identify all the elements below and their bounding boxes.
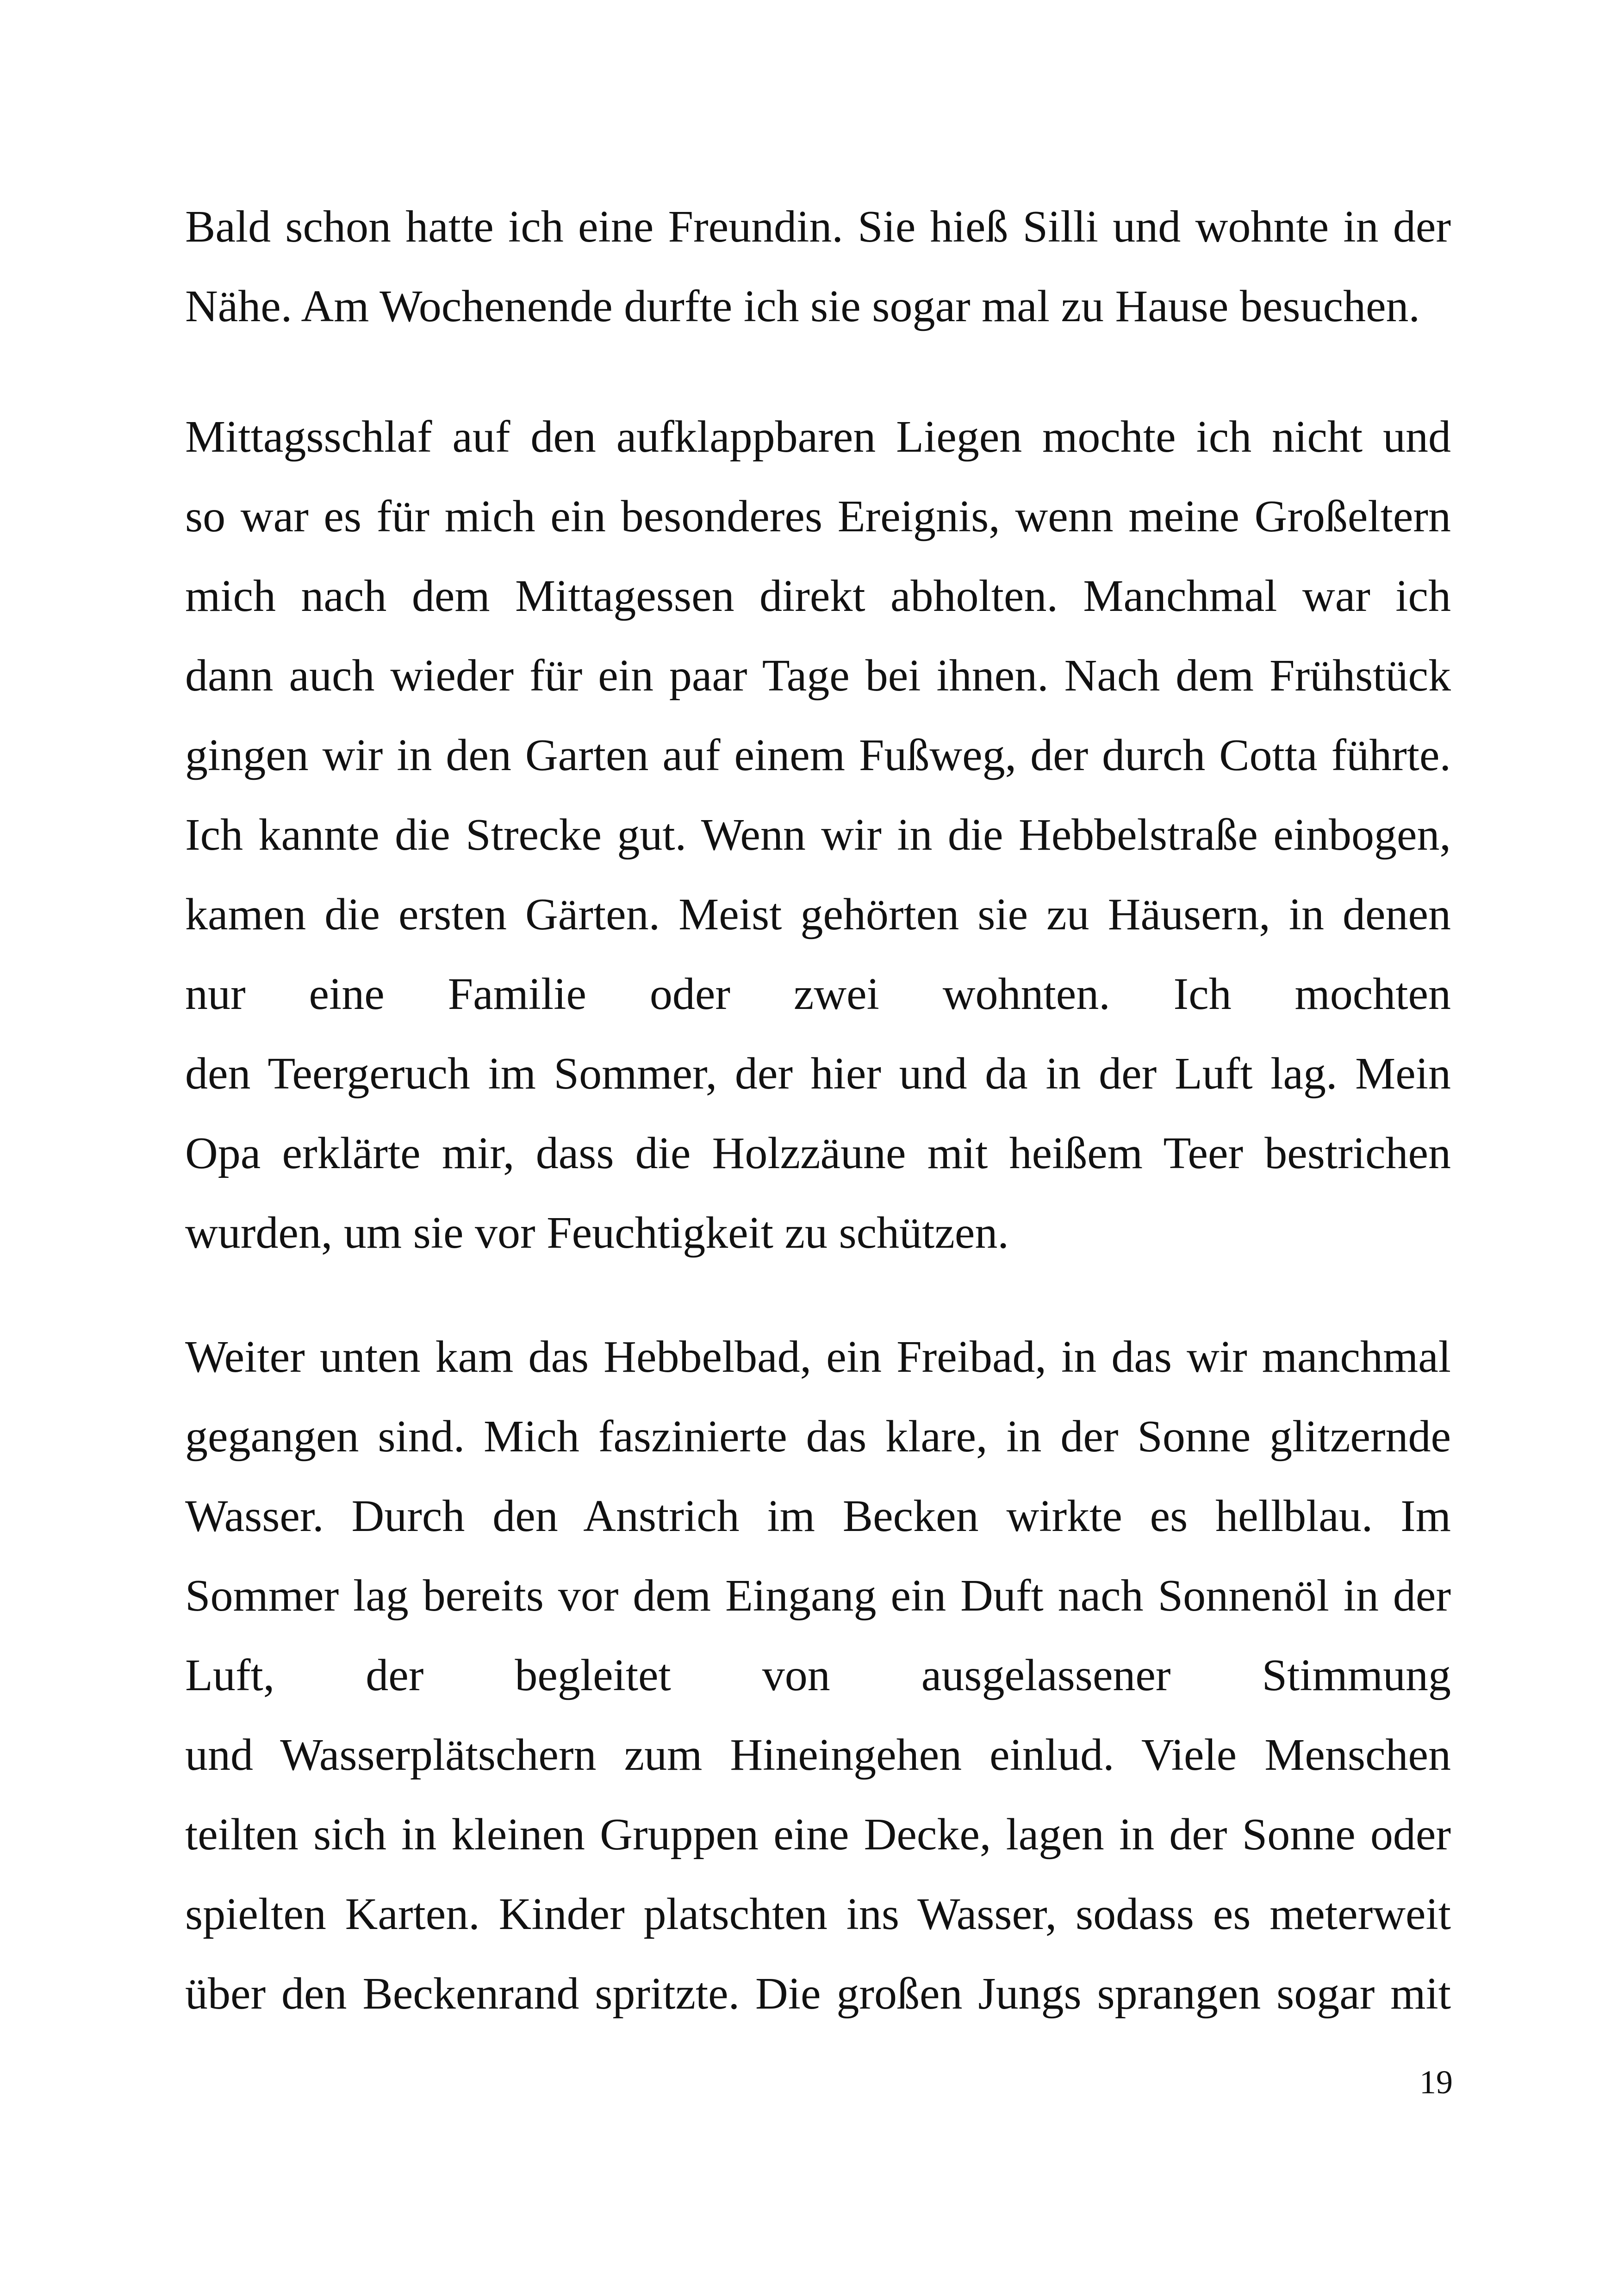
text-line: nur eine Familie oder zwei wohnten. Ich mochten <box>185 969 1451 1019</box>
text-line: gegangen sind. Mich faszinierte das klare, in der Sonne glitzernde <box>185 1412 1451 1462</box>
text-line: teilten sich in kleinen Gruppen eine Decke, lagen in der Sonne oder <box>185 1810 1451 1860</box>
text-line: mich nach dem Mittagessen direkt abholten. Manchmal war ich <box>185 571 1451 621</box>
text-line: Ich kannte die Strecke gut. Wenn wir in die Hebbelstraße einbogen, <box>185 810 1451 860</box>
text-line: kamen die ersten Gärten. Meist gehörten sie zu Häusern, in denen <box>185 890 1451 940</box>
text-line: Wasser. Durch den Anstrich im Becken wirkte es hellblau. Im <box>185 1491 1451 1541</box>
text-line: über den Beckenrand spritzte. Die großen Jungs sprangen sogar mit <box>185 1969 1451 2019</box>
page-number: 19 <box>1419 2064 1453 2101</box>
paragraph-1 <box>185 187 1451 346</box>
paragraph-2 <box>185 397 1451 1273</box>
text-line: gingen wir in den Garten auf einem Fußweg, der durch Cotta führte. <box>185 730 1451 780</box>
text-line: Luft, der begleitet von ausgelassener Stimmung <box>185 1650 1451 1700</box>
text-line: Mittagsschlaf auf den aufklappbaren Liegen mochte ich nicht und <box>185 412 1451 462</box>
text-line: Bald schon hatte ich eine Freundin. Sie hieß Silli und wohnte in der <box>185 202 1451 252</box>
text-line: und Wasserplätschern zum Hineingehen einlud. Viele Menschen <box>185 1730 1451 1780</box>
text-line: Nähe. Am Wochenende durfte ich sie sogar mal zu Hause besuchen. <box>185 281 1420 331</box>
text-line: spielten Karten. Kinder platschten ins Wasser, sodass es meterweit <box>185 1889 1451 1939</box>
text-line: Weiter unten kam das Hebbelbad, ein Freibad, in das wir manchmal <box>185 1332 1451 1382</box>
text-line: Opa erklärte mir, dass die Holzzäune mit heißem Teer bestrichen <box>185 1128 1451 1178</box>
text-line: so war es für mich ein besonderes Ereignis, wenn meine Großeltern <box>185 492 1451 541</box>
text-line: Sommer lag bereits vor dem Eingang ein Duft nach Sonnenöl in der <box>185 1571 1451 1621</box>
paragraph-3 <box>185 1317 1451 2034</box>
text-line: wurden, um sie vor Feuchtigkeit zu schützen. <box>185 1208 1009 1258</box>
text-line: den Teergeruch im Sommer, der hier und da in der Luft lag. Mein <box>185 1049 1451 1099</box>
text-line: dann auch wieder für ein paar Tage bei ihnen. Nach dem Frühstück <box>185 651 1451 701</box>
